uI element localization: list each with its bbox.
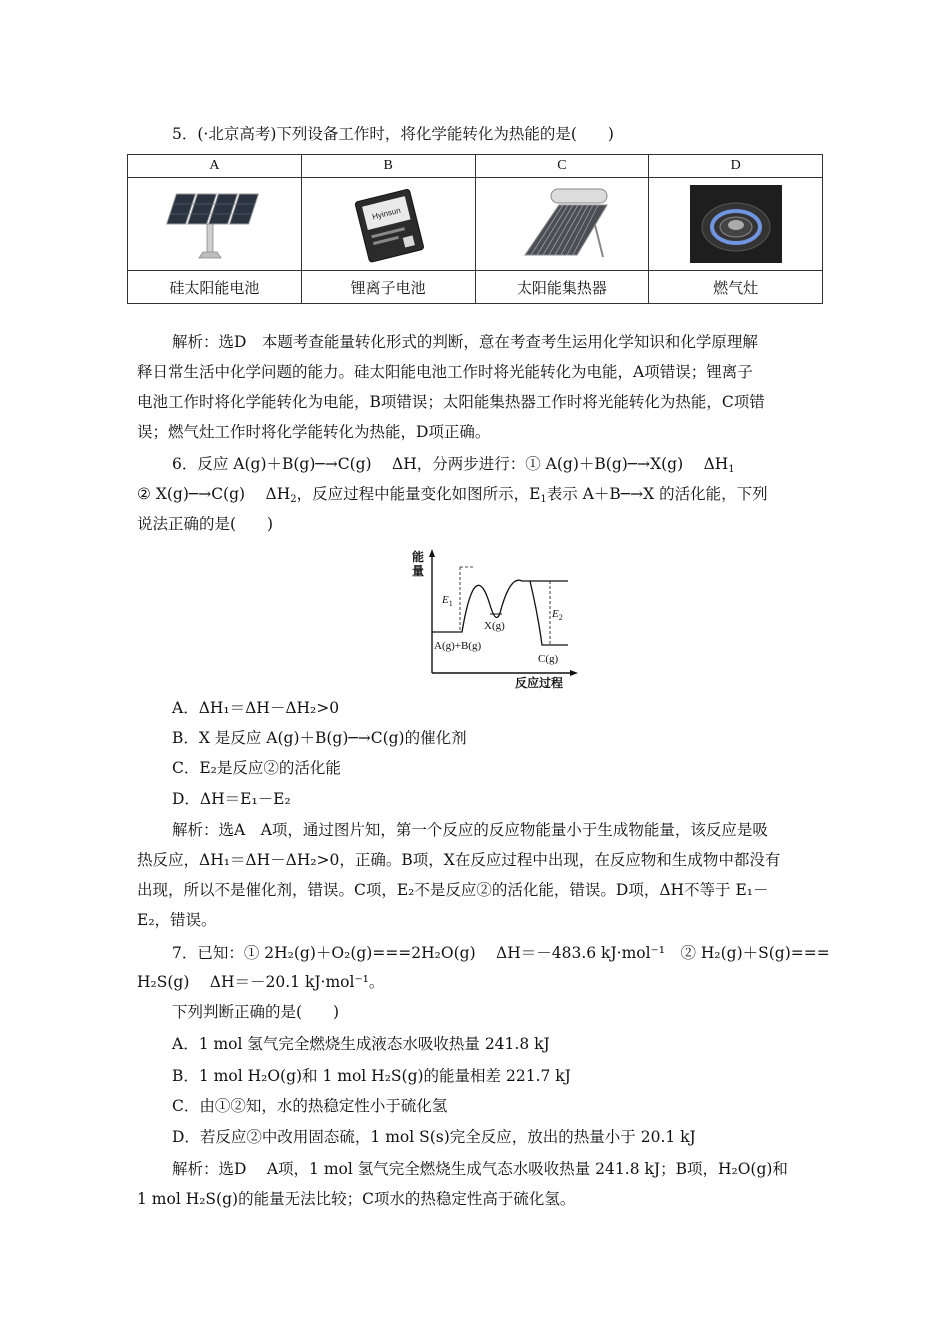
- caption-a: 硅太阳能电池: [128, 271, 302, 304]
- q5-stem: 5．(·北京高考)下列设备工作时，将化学能转化为热能的是( ): [172, 125, 614, 143]
- y-axis-label-2: 量: [412, 564, 425, 578]
- battery-cell: [301, 178, 475, 271]
- col-c-header: C: [475, 155, 649, 178]
- q5-analysis-line-1: 解析：选D 本题考查能量转化形式的判断，意在考查考生运用化学知识和化学原理解: [172, 333, 758, 351]
- gas-stove-image: [690, 185, 782, 263]
- q7-analysis-line-2: 1 mol H₂S(g)的能量无法比较；C项水的热稳定性高于硫化氢。: [137, 1190, 576, 1208]
- q6-option-a: A．ΔH₁＝ΔH－ΔH₂>0: [172, 699, 340, 717]
- caption-c: 太阳能集热器: [475, 271, 649, 304]
- e1-subscript: 1: [448, 599, 453, 608]
- q6-stem-line-2: [137, 484, 768, 504]
- q6-analysis-line-3: 出现，所以不是催化剂，错误。C项，E₂不是反应②的活化能，错误。D项，ΔH不等于 E₁－: [137, 881, 769, 899]
- q7-option-d: D．若反应②中改用固态硫，1 mol S(s)完全反应，放出的热量小于 20.1 kJ: [172, 1128, 696, 1146]
- y-axis-arrow-icon: [429, 549, 435, 557]
- q6-option-d: D．ΔH＝E₁－E₂: [172, 790, 291, 808]
- q6-analysis-line-2: 热反应，ΔH₁＝ΔH－ΔH₂>0，正确。B项，X在反应过程中出现，在反应物和生成物中都没有: [137, 851, 781, 869]
- q6-stem-sub-a: 2: [290, 494, 297, 505]
- solar-panel-image: [159, 186, 269, 262]
- q6-stem-line-1: [172, 454, 735, 474]
- solar-panel-cell: [128, 178, 302, 271]
- q6-stem-part-b: ，反应过程中能量变化如图所示，E: [296, 485, 541, 503]
- solar-heater-image: [507, 185, 617, 263]
- q6-option-c: C．E₂是反应②的活化能: [172, 759, 341, 777]
- intermediate-label: X(g): [484, 620, 505, 632]
- solar-heater-cell: [475, 178, 649, 271]
- col-b-header: B: [301, 155, 475, 178]
- product-label: C(g): [538, 653, 559, 665]
- q6-analysis-line-1: 解析：选A A项，通过图片知，第一个反应的反应物能量小于生成物能量，该反应是吸: [172, 821, 768, 839]
- q6-stem-part-a: ② X(g)─→C(g) ΔH: [137, 485, 291, 503]
- q7-option-c: C．由①②知，水的热稳定性小于硫化氢: [172, 1097, 448, 1115]
- q5-analysis-line-4: 误；燃气灶工作时将化学能转化为热能，D项正确。: [137, 423, 491, 441]
- q5-analysis-line-3: 电池工作时将化学能转化为电能，B项错误；太阳能集热器工作时将光能转化为热能，C项错: [137, 393, 765, 411]
- q6-analysis-line-4: E₂，错误。: [137, 911, 217, 929]
- q7-option-a: A．1 mol 氢气完全燃烧生成液态水吸收热量 241.8 kJ: [172, 1035, 550, 1053]
- x-axis-label: 反应过程: [515, 676, 564, 690]
- col-d-header: D: [649, 155, 823, 178]
- caption-d: 燃气灶: [649, 271, 823, 304]
- battery-image: [343, 185, 433, 263]
- gas-stove-cell: [649, 178, 823, 271]
- q6-stem-part-c: 表示 A＋B─→X 的活化能，下列: [546, 485, 768, 503]
- x-axis-arrow-icon: [570, 670, 578, 676]
- q5-analysis-line-2: 释日常生活中化学问题的能力。硅太阳能电池工作时将光能转化为电能，A项错误；锂离子: [137, 363, 753, 381]
- q6-stem-sub-b: 1: [540, 494, 547, 505]
- q6-stem-line-3: 说法正确的是( ): [137, 515, 274, 533]
- energy-diagram: [410, 545, 580, 690]
- e1-letter: E: [442, 594, 449, 606]
- e1-label: [441, 594, 453, 608]
- q7-option-b: B．1 mol H₂O(g)和 1 mol H₂S(g)的能量相差 221.7 kJ: [172, 1067, 571, 1085]
- q6-option-b: B．X 是反应 A(g)＋B(g)─→C(g)的催化剂: [172, 729, 467, 747]
- energy-curve: [432, 580, 568, 645]
- y-axis-label-1: 能: [412, 550, 425, 564]
- q6-stem-line-1-sub: 1: [728, 464, 735, 475]
- q5-options-table: [127, 154, 823, 304]
- e2-letter: E: [552, 608, 559, 620]
- battery-label: Hyinsun: [371, 205, 402, 222]
- caption-b: 锂离子电池: [301, 271, 475, 304]
- q6-stem-line-1-text: 6．反应 A(g)＋B(g)─→C(g) ΔH，分两步进行：① A(g)＋B(g)─→X(g) ΔH: [172, 455, 729, 473]
- reactants-label: A(g)+B(g): [434, 640, 482, 652]
- q7-stem-line-1: 7．已知：① 2H₂(g)＋O₂(g)===2H₂O(g) ΔH＝－483.6 kJ·mol⁻¹ ② H₂(g)＋S(g)===: [172, 944, 830, 962]
- e2-subscript: 2: [558, 613, 563, 622]
- col-a-header: A: [128, 155, 302, 178]
- q7-stem-line-2: H₂S(g) ΔH＝－20.1 kJ·mol⁻¹。: [137, 973, 385, 991]
- e2-label: [551, 608, 563, 622]
- q7-stem-line-3: 下列判断正确的是( ): [172, 1003, 340, 1021]
- q7-analysis-line-1: 解析：选D A项，1 mol 氢气完全燃烧生成气态水吸收热量 241.8 kJ；B项，H₂O(g)和: [172, 1160, 788, 1178]
